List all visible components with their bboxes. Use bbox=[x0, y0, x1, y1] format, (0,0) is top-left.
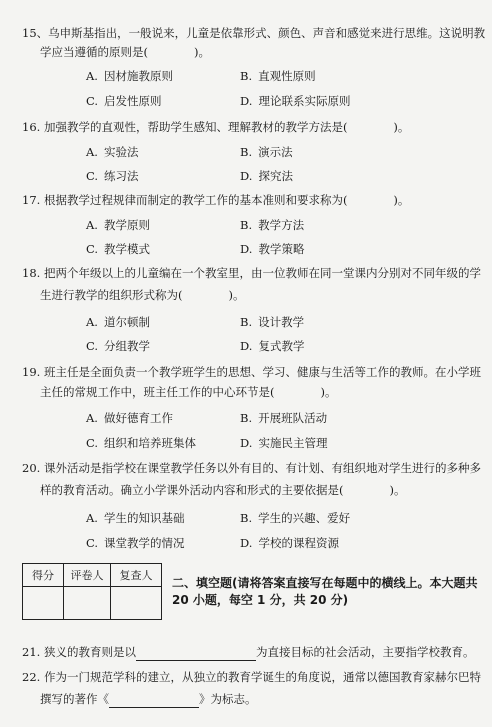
option-text: 学生的知识基础 bbox=[103, 511, 185, 525]
q18-option-c bbox=[86, 339, 150, 354]
option-text: 分组教学 bbox=[104, 339, 151, 353]
q16-stem: 16. 加强教学的直观性，帮助学生感知、理解教材的教学方法是( )。 bbox=[22, 120, 410, 134]
score-table bbox=[22, 563, 162, 620]
q16-option-d bbox=[240, 169, 293, 184]
q21-line bbox=[22, 645, 474, 661]
option-letter: A. bbox=[86, 218, 98, 232]
option-text: 复式教学 bbox=[258, 339, 305, 353]
q18-option-d bbox=[240, 339, 304, 354]
option-text: 教学策略 bbox=[258, 242, 305, 256]
q16-option-a bbox=[86, 145, 138, 160]
q15-option-a bbox=[86, 69, 173, 84]
q22-post: 》为标志。 bbox=[199, 692, 257, 706]
option-letter: C. bbox=[86, 339, 99, 353]
q18-option-a bbox=[86, 315, 150, 330]
q17-stem: 17. 根据教学过程规律而制定的教学工作的基本准则和要求称为( )。 bbox=[22, 193, 410, 207]
q22-line1: 22. 作为一门规范学科的建立，从独立的教育学诞生的角度说，通常以德国教育家赫尔巴特 bbox=[22, 670, 481, 684]
q20-option-a bbox=[86, 511, 184, 526]
option-letter: C. bbox=[86, 94, 99, 108]
option-letter: D. bbox=[240, 436, 253, 450]
option-letter: D. bbox=[240, 94, 253, 108]
option-letter: B. bbox=[240, 315, 253, 329]
option-letter: B. bbox=[240, 511, 253, 525]
option-text: 开展班队活动 bbox=[258, 411, 328, 425]
q20-option-b bbox=[240, 511, 350, 526]
score-cell[interactable] bbox=[23, 587, 64, 620]
q18-stem-line1: 18. 把两个年级以上的儿童编在一个教室里，由一位教师在同一堂课内分别对不同年级的学 bbox=[22, 266, 481, 280]
q22-blank[interactable] bbox=[109, 692, 199, 708]
option-letter: A. bbox=[86, 511, 98, 525]
option-text: 实施民主管理 bbox=[258, 436, 328, 450]
option-letter: B. bbox=[240, 145, 253, 159]
option-text: 组织和培养班集体 bbox=[104, 436, 197, 450]
q17-option-a bbox=[86, 218, 150, 233]
option-letter: C. bbox=[86, 436, 99, 450]
q17-option-b bbox=[240, 218, 304, 233]
q15-stem-line1: 15、乌申斯基指出，一般说来，儿童是依靠形式、颜色、声音和感觉来进行思维。这说明教 bbox=[22, 26, 486, 40]
option-letter: A. bbox=[86, 69, 98, 83]
grader-cell[interactable] bbox=[64, 587, 111, 620]
option-text: 学校的课程资源 bbox=[258, 536, 339, 550]
option-text: 教学方法 bbox=[258, 218, 305, 232]
score-header: 得分 bbox=[23, 564, 64, 587]
option-text: 演示法 bbox=[258, 145, 293, 159]
q21-post: 为直接目标的社会活动，主要指学校教育。 bbox=[255, 645, 475, 659]
q22-pre: 撰写的著作《 bbox=[40, 692, 109, 706]
option-letter: B. bbox=[240, 218, 253, 232]
q15-option-d bbox=[240, 94, 350, 109]
option-text: 教学模式 bbox=[104, 242, 151, 256]
q15-option-c bbox=[86, 94, 162, 109]
option-text: 学生的兴趣、爱好 bbox=[258, 511, 351, 525]
option-text: 练习法 bbox=[104, 169, 139, 183]
q19-option-d bbox=[240, 436, 327, 451]
option-text: 启发性原则 bbox=[104, 94, 162, 108]
option-letter: C. bbox=[86, 242, 99, 256]
option-text: 因材施教原则 bbox=[103, 69, 173, 83]
q19-stem-line1: 19. 班主任是全面负责一个教学班学生的思想、学习、健康与生活等工作的教师。在小学班 bbox=[22, 365, 481, 379]
q19-option-c bbox=[86, 436, 196, 451]
option-text: 课堂教学的情况 bbox=[104, 536, 185, 550]
q21-pre: 21. 狭义的教育则是以 bbox=[22, 645, 136, 659]
option-letter: A. bbox=[86, 145, 98, 159]
q15-stem-line2: 学应当遵循的原则是( )。 bbox=[40, 45, 210, 59]
section-title: 二、填空题(请将答案直接写在每题中的横线上。本大题共 20 小题，每空 1 分，共 20 分) bbox=[172, 576, 478, 607]
option-letter: C. bbox=[86, 536, 99, 550]
q17-option-c bbox=[86, 242, 150, 257]
reviewer-header: 复查人 bbox=[111, 564, 162, 587]
option-text: 理论联系实际原则 bbox=[258, 94, 351, 108]
option-text: 道尔顿制 bbox=[103, 315, 150, 329]
q18-stem-line2: 生进行教学的组织形式称为( )。 bbox=[40, 288, 245, 302]
option-letter: B. bbox=[240, 69, 253, 83]
q20-stem-line1: 20. 课外活动是指学校在课堂教学任务以外有目的、有计划、有组织地对学生进行的多种多 bbox=[22, 461, 481, 475]
q20-option-c bbox=[86, 536, 185, 551]
option-text: 设计教学 bbox=[258, 315, 305, 329]
option-text: 做好德育工作 bbox=[103, 411, 173, 425]
q20-option-d bbox=[240, 536, 339, 551]
q18-option-b bbox=[240, 315, 304, 330]
option-letter: D. bbox=[240, 536, 253, 550]
option-letter: B. bbox=[240, 411, 253, 425]
q16-option-b bbox=[240, 145, 293, 160]
option-text: 探究法 bbox=[258, 169, 293, 183]
option-text: 直观性原则 bbox=[258, 69, 316, 83]
option-letter: D. bbox=[240, 169, 253, 183]
option-text: 教学原则 bbox=[103, 218, 150, 232]
q20-stem-line2: 样的教育活动。确立小学课外活动内容和形式的主要依据是( )。 bbox=[40, 483, 406, 497]
q22-line2 bbox=[40, 692, 257, 708]
q15-option-b bbox=[240, 69, 316, 84]
q19-stem-line2: 主任的常规工作中，班主任工作的中心环节是( )。 bbox=[40, 385, 337, 399]
option-letter: A. bbox=[86, 411, 98, 425]
q17-option-d bbox=[240, 242, 304, 257]
grader-header: 评卷人 bbox=[64, 564, 111, 587]
option-letter: C. bbox=[86, 169, 99, 183]
q19-option-b bbox=[240, 411, 327, 426]
q21-blank[interactable] bbox=[136, 645, 256, 661]
reviewer-cell[interactable] bbox=[111, 587, 162, 620]
option-letter: D. bbox=[240, 242, 253, 256]
option-letter: D. bbox=[240, 339, 253, 353]
option-letter: A. bbox=[86, 315, 98, 329]
option-text: 实验法 bbox=[103, 145, 139, 159]
q16-option-c bbox=[86, 169, 139, 184]
q19-option-a bbox=[86, 411, 173, 426]
